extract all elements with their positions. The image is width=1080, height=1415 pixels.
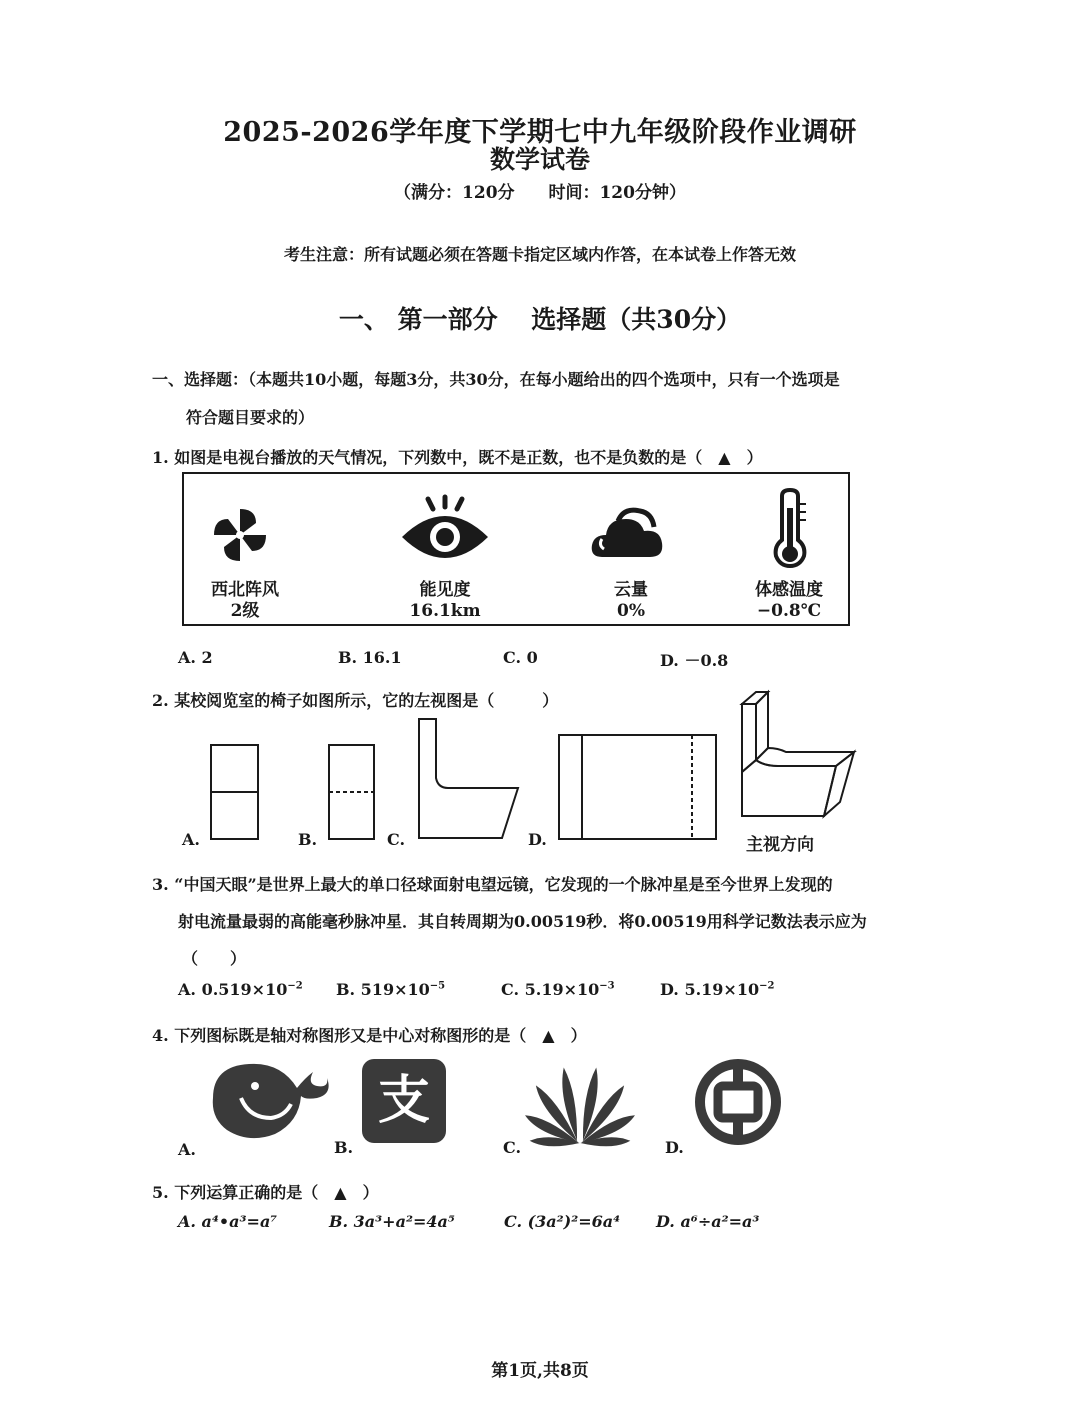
option-exponent: −5: [429, 980, 446, 992]
q2-option-c: C.: [387, 830, 406, 849]
option-letter: B.: [336, 980, 356, 999]
q5-option-d: D. a⁶÷a²=a³: [656, 1212, 760, 1231]
q3-option-d: [660, 980, 774, 999]
exam-meta: [0, 178, 1080, 203]
weather-value: 16.1km: [409, 601, 481, 621]
q4-option-a: A.: [178, 1140, 196, 1159]
q2-view-c-figure: [418, 718, 520, 840]
page-number: 第1页,共8页: [491, 1361, 589, 1381]
front-view-label: 主视方向: [746, 835, 814, 855]
exam-subtitle: 数学试卷: [489, 145, 590, 174]
q2-option-a: A.: [182, 830, 200, 849]
alipay-logo-char: 支: [377, 1071, 431, 1131]
question-1-stem: 1. 如图是电视台播放的天气情况，下列数中，既不是正数，也不是负数的是（ ▲ ）: [152, 448, 763, 467]
option-exponent: −3: [599, 980, 615, 992]
q1-option-c: C. 0: [503, 648, 538, 667]
option-base: 5.19×10: [684, 980, 760, 999]
weather-value: −0.8℃: [756, 601, 822, 621]
eye-icon: [400, 495, 490, 567]
q2-view-a-figure: [210, 744, 260, 840]
q5-option-b: B. 3a³+a²=4a⁵: [329, 1212, 455, 1231]
exam-title: 2025-2026学年度下学期七中九年级阶段作业调研: [223, 117, 857, 148]
option-letter: D.: [660, 980, 679, 999]
q4-option-c: C.: [503, 1138, 522, 1157]
section-instruction-2: 符合题目要求的）: [186, 408, 315, 427]
q3-option-b: [336, 980, 445, 999]
weather-value: 2级: [230, 601, 260, 621]
option-base: 519×10: [360, 980, 430, 999]
question-5-stem: 5. 下列运算正确的是（ ▲ ）: [152, 1183, 379, 1202]
weather-item-temperature: [729, 580, 849, 622]
alipay-logo-icon: [361, 1058, 447, 1144]
q3-option-c: [501, 980, 615, 999]
part-heading: 一、 第一部分 选择题（共30分）: [338, 305, 742, 334]
cloud-icon: [588, 505, 670, 563]
option-exponent: −2: [287, 980, 303, 992]
weather-label: 体感温度: [755, 580, 823, 600]
option-letter: A.: [178, 980, 196, 999]
q4-option-d: D.: [665, 1138, 684, 1157]
weather-item-wind: [185, 580, 305, 622]
section-instruction-1: 一、选择题：（本题共10小题，每题3分，共30分，在每小题给出的四个选项中，只有一个选项是: [152, 370, 840, 389]
exam-time: 时间：120分钟）: [548, 183, 686, 203]
weather-label: 西北阵风: [211, 580, 279, 600]
q2-chair-3d-figure: [738, 690, 858, 820]
exam-notice: 考生注意：所有试题必须在答题卡指定区域内作答，在本试卷上作答无效: [283, 245, 796, 264]
q1-option-a: A. 2: [178, 648, 213, 667]
weather-label: 云量: [614, 580, 648, 600]
question-2-stem: 2. 某校阅览室的椅子如图所示，它的左视图是（ ）: [152, 691, 559, 710]
deepseek-whale-logo-icon: [205, 1058, 333, 1142]
q4-option-b: B.: [334, 1138, 354, 1157]
option-exponent: −2: [759, 980, 775, 992]
question-3-stem-line1: 3. “中国天眼”是世界上最大的单口径球面射电望远镜，它发现的一个脉冲星是至今世界上发现的: [152, 875, 833, 894]
option-base: 0.519×10: [201, 980, 288, 999]
q2-option-b: B.: [298, 830, 318, 849]
huawei-logo-icon: [528, 1064, 632, 1144]
q2-option-d: D.: [528, 830, 547, 849]
q2-view-d-figure: [558, 734, 718, 840]
full-marks: （满分：120分: [394, 183, 515, 203]
option-base: 5.19×10: [524, 980, 600, 999]
weather-label: 能见度: [419, 580, 471, 600]
question-3-stem-line2: 射电流量最弱的高能毫秒脉冲星．其自转周期为0.00519秒．将0.00519用科学记数法表示应为: [178, 912, 867, 931]
question-3-stem-line3: （ ）: [182, 949, 247, 968]
option-letter: C.: [501, 980, 520, 999]
fan-icon: [210, 505, 270, 565]
q5-option-a: A. a⁴•a³=a⁷: [178, 1212, 278, 1231]
question-4-stem: 4. 下列图标既是轴对称图形又是中心对称图形的是（ ▲ ）: [152, 1026, 587, 1045]
weather-item-cloud: [571, 580, 691, 622]
weather-item-visibility: [385, 580, 505, 622]
q1-option-b: B. 16.1: [338, 648, 402, 667]
q3-option-a: [178, 980, 303, 999]
q2-view-b-figure: [328, 744, 376, 840]
q1-option-d: D. －0.8: [660, 651, 729, 670]
weather-value: 0%: [617, 601, 645, 621]
bank-of-china-logo-icon: [694, 1058, 782, 1146]
thermometer-icon: [770, 488, 810, 568]
q5-option-c: C. (3a²)²=6a⁴: [504, 1212, 621, 1231]
